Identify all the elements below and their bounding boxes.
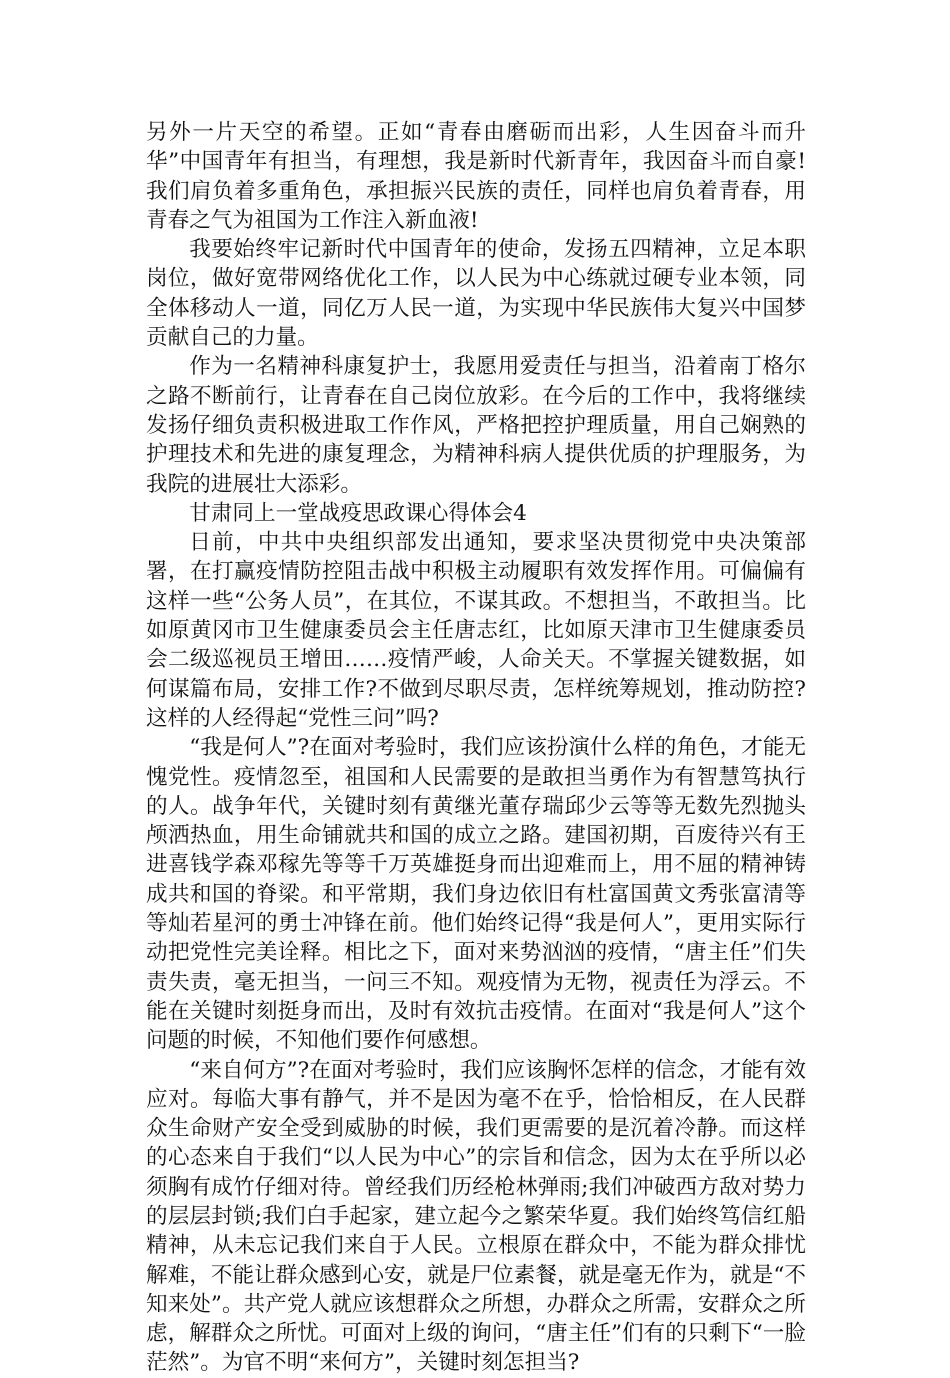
paragraph-2: 我要始终牢记新时代中国青年的使命，发扬五四精神，立足本职岗位，做好宽带网络优化工作，以人民为中心练就过硬专业本领，同全体移动人一道，同亿万人民一道，为实现中华民族伟大复兴中国梦贡献自己的力量。 — [146, 237, 806, 351]
document-body — [146, 118, 806, 1378]
paragraph-5: “我是何人”?在面对考验时，我们应该扮演什么样的角色，才能无愧党性。疫情忽至，祖国和人民需要的是敢担当勇作为有智慧笃执行的人。战争年代，关键时刻有黄继光董存瑞邱少云等等无数先烈抛头颅洒热血，用生命铺就共和国的成立之路。建国初期，百废待兴有王进喜钱学森邓稼先等等千万英雄挺身而出迎难而上，用不屈的精神铸成共和国的脊梁。和平常期，我们身边依旧有杜富国黄文秀张富清等等灿若星河的勇士冲锋在前。他们始终记得“我是何人”，更用实际行动把党性完美诠释。相比之下，面对来势汹汹的疫情，“唐主任”们失责失责，毫无担当，一问三不知。观疫情为无物，视责任为浮云。不能在关键时刻挺身而出，及时有效抗击疫情。在面对“我是何人”这个问题的时候，不知他们要作何感想。 — [146, 735, 806, 1054]
paragraph-4: 日前，中共中央组织部发出通知，要求坚决贯彻党中央决策部署，在打赢疫情防控阻击战中积极主动履职有效发挥作用。可偏偏有这样一些“公务人员”，在其位，不谋其政。不想担当，不敢担当。比如原黄冈市卫生健康委员会主任唐志红，比如原天津市卫生健康委员会二级巡视员王增田……疫情严峻，人命关天。不掌握关键数据，如何谋篇布局，安排工作?不做到尽职尽责，怎样统筹规划，推动防控?这样的人经得起“党性三问”吗? — [146, 530, 806, 731]
paragraph-6: “来自何方”?在面对考验时，我们应该胸怀怎样的信念，才能有效应对。每临大事有静气，并不是因为毫不在乎，恰恰相反，在人民群众生命财产安全受到威胁的时候，我们更需要的是沉着冷静。而这样的心态来自于我们“以人民为中心”的宗旨和信念，因为太在乎所以必须胸有成竹仔细对待。曾经我们历经枪林弹雨;我们冲破西方敌对势力的层层封锁;我们白手起家，建立起今之繁荣华夏。我们始终笃信红船精神，从未忘记我们来自于人民。立根原在群众中，不能为群众排忧解难，不能让群众感到心安，就是尸位素餐，就是毫无作为，就是“不知来处”。共产党人就应该想群众之所想，办群众之所需，安群众之所虑，解群众之所忧。可面对上级的询问，“唐主任”们有的只剩下“一脸茫然”。为官不明“来何方”，关键时刻怎担当? — [146, 1057, 806, 1376]
paragraph-1: 另外一片天空的希望。正如“青春由磨砺而出彩，人生因奋斗而升华”中国青年有担当，有理想，我是新时代新青年，我因奋斗而自豪!我们肩负着多重角色，承担振兴民族的责任，同样也肩负着青春，用青春之气为祖国为工作注入新血液! — [146, 120, 806, 233]
paragraph-3: 作为一名精神科康复护士，我愿用爱责任与担当，沿着南丁格尔之路不断前行，让青春在自己岗位放彩。在今后的工作中，我将继续发扬仔细负责积极进取工作作风，严格把控护理质量，用自己娴熟的护理技术和先进的康复理念，为精神科病人提供优质的护理服务，为我院的进展壮大添彩。 — [146, 354, 806, 497]
section-heading: 甘肃同上一堂战疫思政课心得体会4 — [189, 500, 527, 526]
